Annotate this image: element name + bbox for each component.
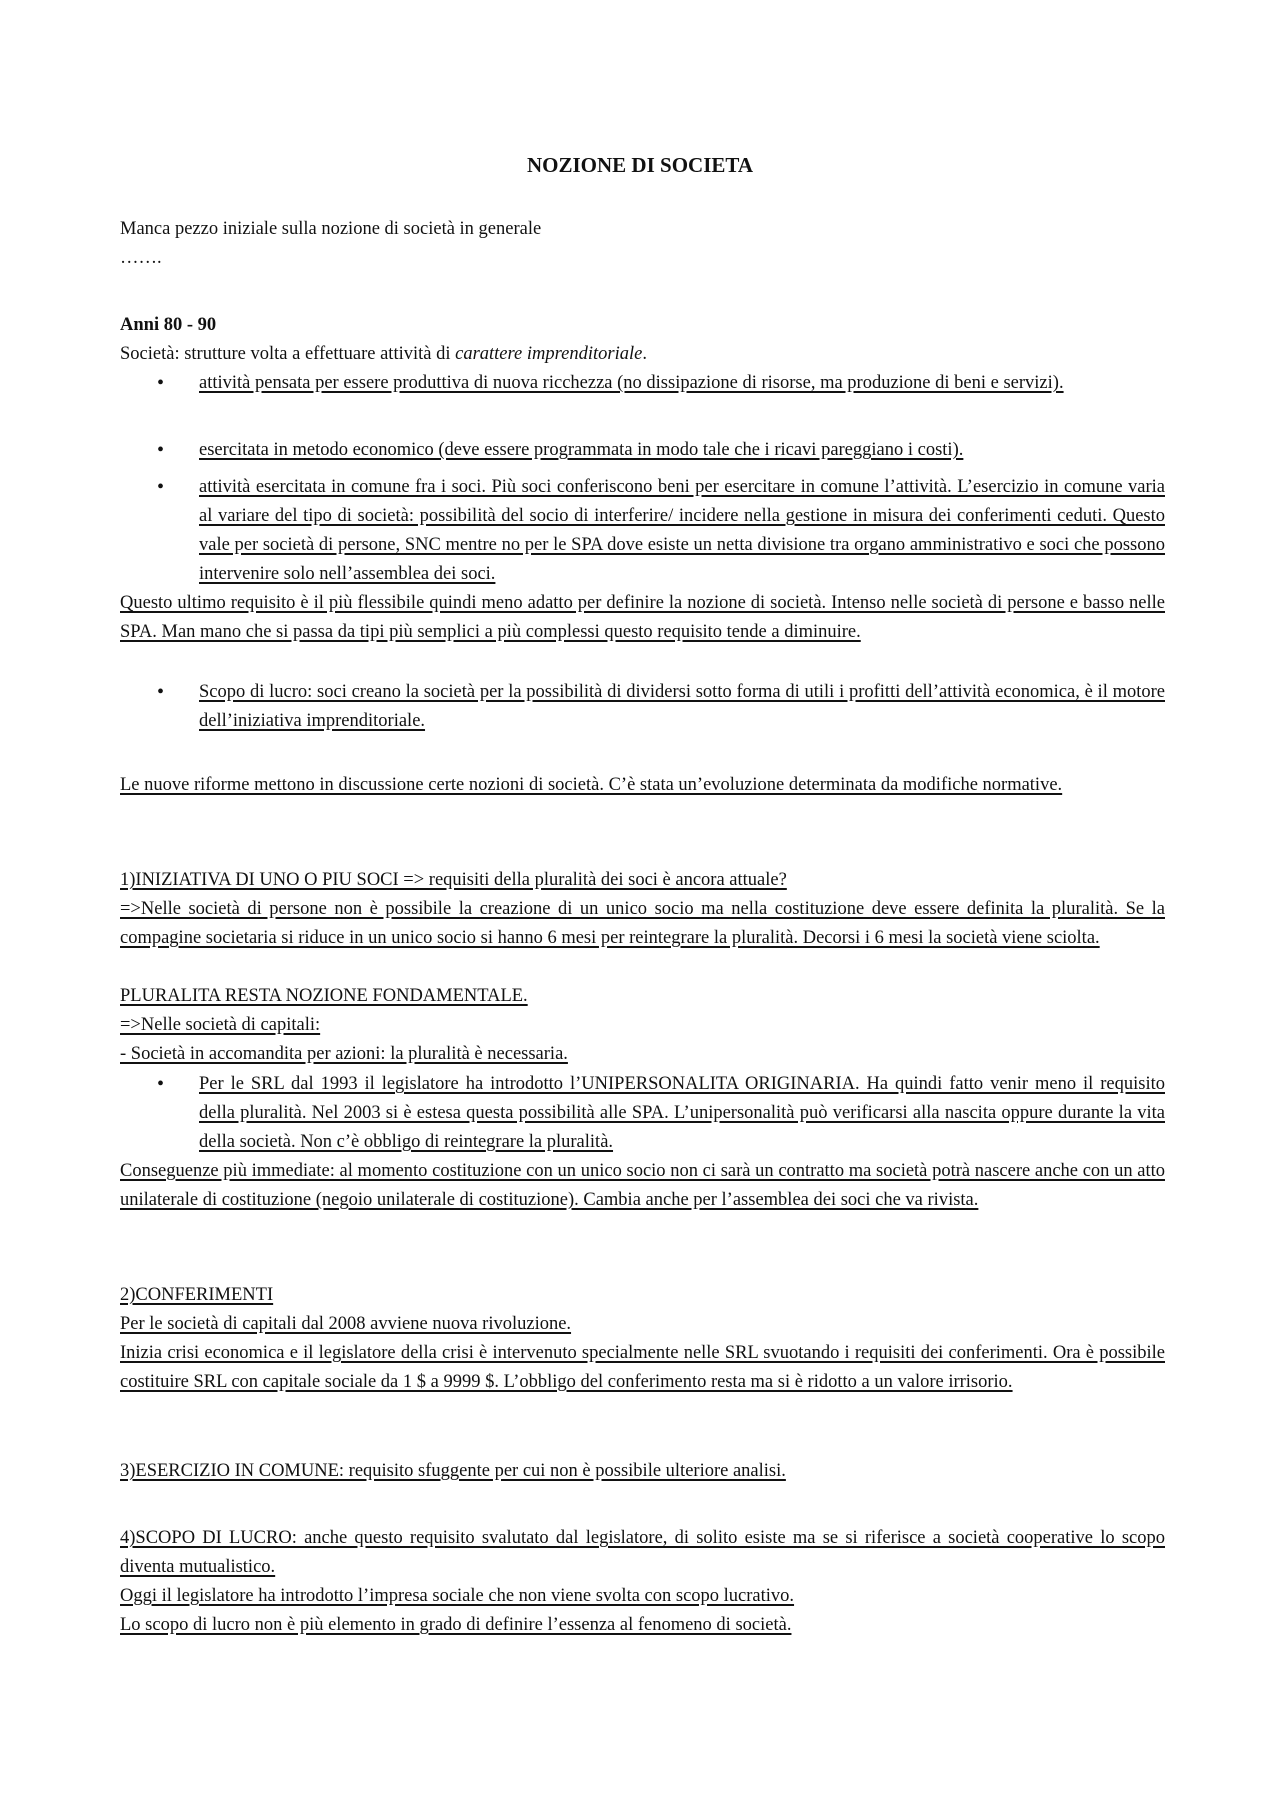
list-item-text: Per le SRL dal 1993 il legislatore ha introdotto l’UNIPERSONALITA ORIGINARIA. Ha quindi fatto venir meno il requisito della pluralità. Nel 2003 si è estesa questa possibilità alle SPA. L’unipersonalità può verificarsi alla nascita oppure durante la vita della società. Non c’è obbligo di reintegrare la pluralità. — [199, 1074, 1165, 1152]
list-item — [199, 369, 1165, 398]
definition-end: . — [642, 344, 647, 364]
definition-italic: carattere imprenditoriale — [455, 344, 643, 364]
conferimenti-line-text: Per le società di capitali dal 2008 avviene nuova rivoluzione. — [120, 1314, 572, 1334]
conferimenti-text: Inizia crisi economica e il legislatore della crisi è intervenuto specialmente nelle SRL svuotando i requisiti dei conferimenti. Ora è possibile costituire SRL con capitale sociale da 1 $ a 9999 $. L’obbligo del conferimento resta ma si è ridotto a un valore irrisorio. — [120, 1343, 1165, 1392]
section-heading-3 — [120, 1457, 1165, 1486]
requisito-note-text: Questo ultimo requisito è il più flessibile quindi meno adatto per definire la nozione di società. Intenso nelle società di persone e basso nelle SPA. Man mano che si passa da tipi più semplici a più complessi questo requisito tende a diminuire. — [120, 593, 1165, 642]
section-heading-2-text: 2)CONFERIMENTI — [120, 1285, 274, 1305]
bullet-marker: • — [157, 1073, 165, 1095]
conclusion-text: Lo scopo di lucro non è più elemento in grado di definire l’essenza al fenomeno di società. — [120, 1615, 792, 1635]
bullet-marker: • — [157, 476, 165, 498]
pluralita-line — [120, 982, 1165, 1011]
requisito-note — [120, 589, 1165, 647]
societa-definition — [120, 340, 1165, 369]
societa-persone-paragraph — [120, 895, 1165, 953]
bullet-marker: • — [157, 681, 165, 703]
pluralita-text: PLURALITA RESTA NOZIONE FONDAMENTALE. — [120, 986, 528, 1006]
conferimenti-paragraph — [120, 1339, 1165, 1397]
list-item-text: attività esercitata in comune fra i soci. Più soci conferiscono beni per esercitare in comune l’attività. L’esercizio in comune varia al variare del tipo di società: possibilità del socio di interferire/ incidere nella gestione in misura dei conferimenti ceduti. Questo vale per società di persone, SNC mentre no per le SPA dove esiste un netta divisione tra organo amministrativo e soci che possono intervenire solo nell’assemblea dei soci. — [199, 477, 1165, 584]
list-item — [199, 678, 1165, 736]
conseguenze-paragraph — [120, 1157, 1165, 1215]
definition-text: Società: strutture volta a effettuare attività di — [120, 344, 456, 364]
section-heading-1 — [120, 866, 1165, 895]
bullet-marker: • — [157, 439, 165, 461]
accomandita-line — [120, 1040, 1165, 1069]
impresa-sociale-text: Oggi il legislatore ha introdotto l’impresa sociale che non viene svolta con scopo lucrativo. — [120, 1586, 795, 1606]
section-3-text: 3)ESERCIZIO IN COMUNE: requisito sfuggente per cui non è possibile ulteriore analisi. — [120, 1461, 786, 1481]
bullet-marker: • — [157, 372, 165, 394]
impresa-sociale-line — [120, 1582, 1165, 1611]
intro-ellipsis: ……. — [120, 248, 162, 268]
section-heading-anni: Anni 80 - 90 — [120, 315, 217, 335]
societa-capitali-text: =>Nelle società di capitali: — [120, 1015, 321, 1035]
section-4-text: 4)SCOPO DI LUCRO: anche questo requisito svalutato dal legislatore, di solito esiste ma se si riferisce a società cooperative lo scopo diventa mutualistico. — [120, 1528, 1165, 1577]
list-item-text: esercitata in metodo economico (deve essere programmata in modo tale che i ricavi pareggiano i costi). — [199, 440, 964, 460]
riforme-paragraph — [120, 771, 1165, 800]
page-title: NOZIONE DI SOCIETA — [527, 153, 753, 177]
section-heading-1-text: 1)INIZIATIVA DI UNO O PIU SOCI => requisiti della pluralità dei soci è ancora attuale? — [120, 870, 787, 890]
list-item — [199, 1070, 1165, 1157]
section-heading-2 — [120, 1281, 1165, 1310]
conclusion-line — [120, 1611, 1165, 1640]
list-item — [199, 436, 1165, 465]
list-item-text: Scopo di lucro: soci creano la società per la possibilità di dividersi sotto forma di utili i profitti dell’attività economica, è il motore dell’iniziativa imprenditoriale. — [199, 682, 1165, 731]
riforme-text: Le nuove riforme mettono in discussione certe nozioni di società. C’è stata un’evoluzione determinata da modifiche normative. — [120, 775, 1063, 795]
list-item-text: attività pensata per essere produttiva di nuova ricchezza (no dissipazione di risorse, ma produzione di beni e servizi). — [199, 373, 1064, 393]
intro-line: Manca pezzo iniziale sulla nozione di società in generale — [120, 219, 542, 239]
accomandita-text: - Società in accomandita per azioni: la pluralità è necessaria. — [120, 1044, 568, 1064]
section-heading-4 — [120, 1524, 1165, 1582]
societa-persone-text: =>Nelle società di persone non è possibile la creazione di un unico socio ma nella costituzione deve essere definita la pluralità. Se la compagine societaria si riduce in un unico socio si hanno 6 mesi per reintegrare la pluralità. Decorsi i 6 mesi la società viene sciolta. — [120, 899, 1165, 948]
list-item — [199, 473, 1165, 589]
societa-capitali-line — [120, 1011, 1165, 1040]
conferimenti-line — [120, 1310, 1165, 1339]
conseguenze-text: Conseguenze più immediate: al momento costituzione con un unico socio non ci sarà un contratto ma società potrà nascere anche con un atto unilaterale di costituzione (negoio unilaterale di costituzione). Cambia anche per l’assemblea dei soci che va rivista. — [120, 1161, 1165, 1210]
